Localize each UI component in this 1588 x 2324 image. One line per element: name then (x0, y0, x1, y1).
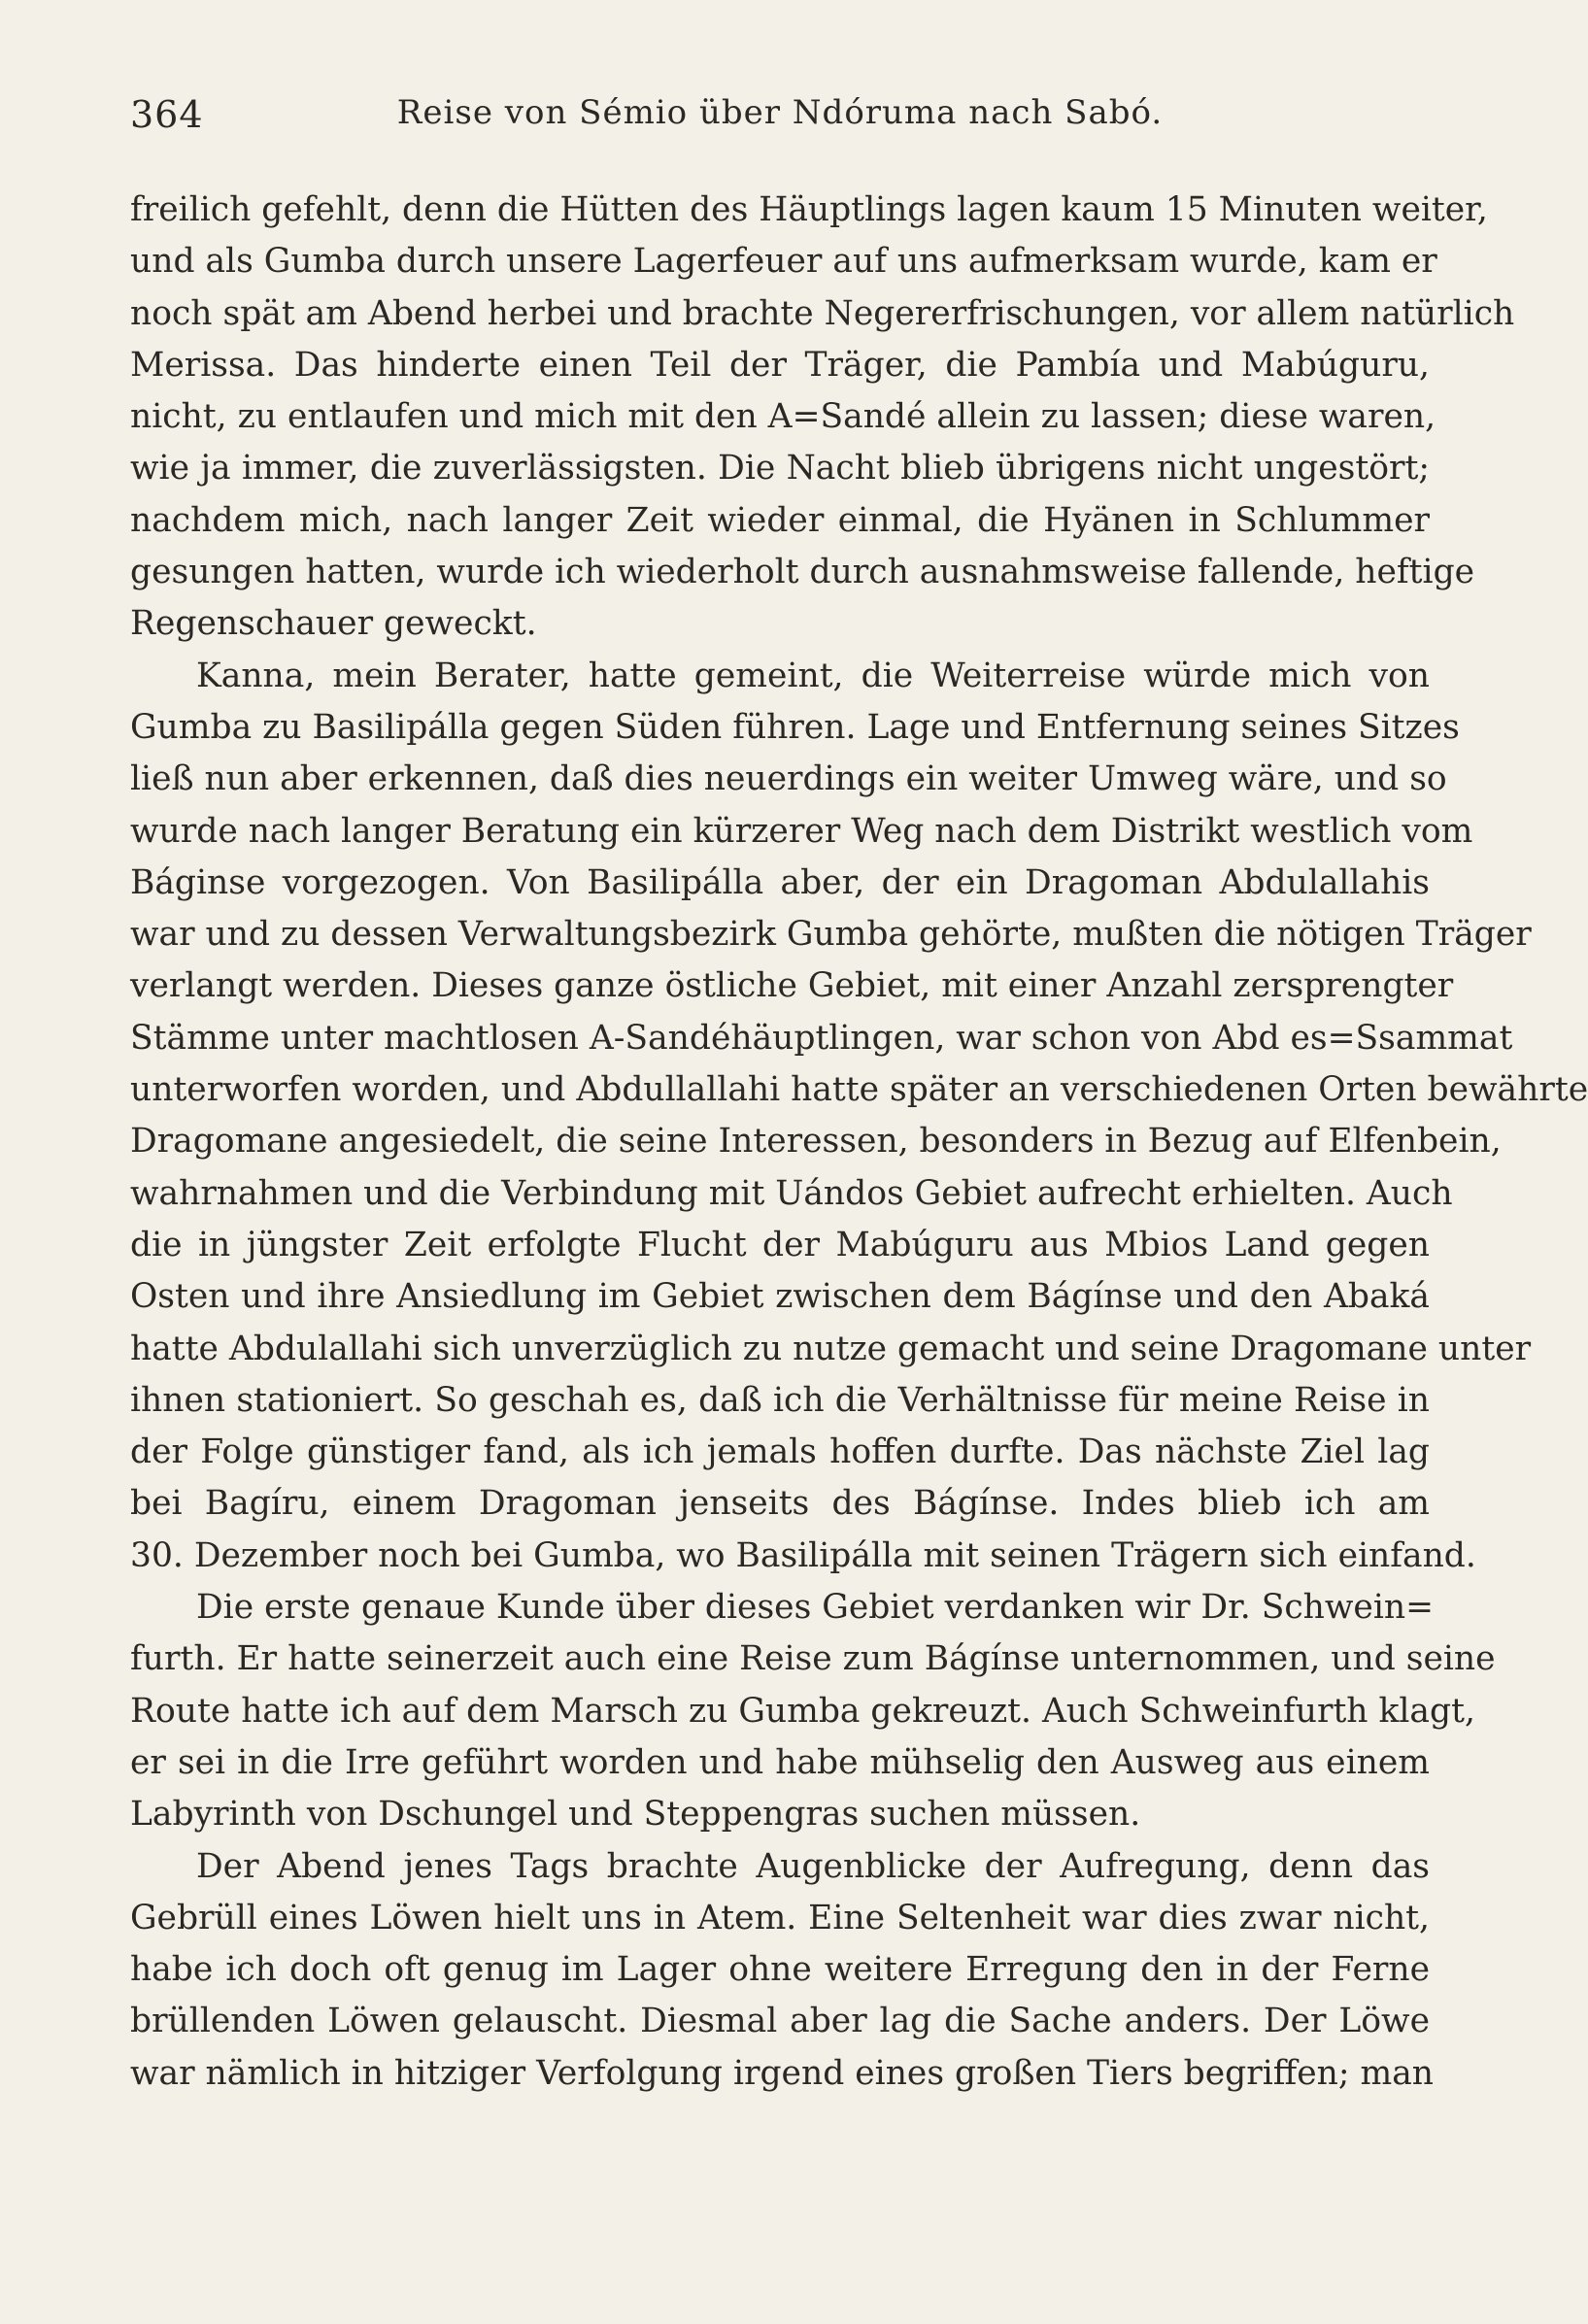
text-line: freilich gefehlt, denn die Hütten des Häuptlings lagen kaum 15 Minuten weiter, (130, 190, 1488, 229)
text-line: wahrnahmen und die Verbindung mit Uándos Gebiet aufrecht erhielten. Auch (130, 1173, 1453, 1213)
text-line: Labyrinth von Dschungel und Steppengras suchen müssen. (130, 1795, 1141, 1835)
text-line: verlangt werden. Dieses ganze östliche Gebiet, mit einer Anzahl zersprengter (130, 966, 1454, 1006)
text-line: war und zu dessen Verwaltungsbezirk Gumba gehörte, mußten die nötigen Träger (130, 915, 1532, 955)
text-line: hatte Abdulallahi sich unverzüglich zu nutze gemacht und seine Dragomane unter (130, 1329, 1532, 1368)
text-line: Route hatte ich auf dem Marsch zu Gumba gekreuzt. Auch Schweinfurth klagt, (130, 1691, 1475, 1731)
text-line: und als Gumba durch unsere Lagerfeuer auf uns aufmerksam wurde, kam er (130, 242, 1437, 282)
paragraph-start-line: Die erste genaue Kunde über dieses Gebiet verdanken wir Dr. Schwein= (196, 1588, 1434, 1628)
text-line: brüllenden Löwen gelauscht. Diesmal aber lag die Sache anders. Der Löwe (130, 2002, 1430, 2041)
text-line: noch spät am Abend herbei und brachte Negererfrischungen, vor allem natürlich (130, 293, 1515, 333)
text-line: ihnen stationiert. So geschah es, daß ich die Verhältnisse für meine Reise in (130, 1380, 1430, 1420)
text-line: Gumba zu Basilipálla gegen Süden führen. Lage und Entfernung seines Sitzes (130, 707, 1460, 747)
text-line: Dragomane angesiedelt, die seine Interessen, besonders in Bezug auf Elfenbein, (130, 1122, 1502, 1162)
paragraph-start-line: Kanna, mein Berater, hatte gemeint, die Weiterreise würde mich von (196, 656, 1430, 695)
text-line: wie ja immer, die zuverlässigsten. Die Nacht blieb übrigens nicht ungestört; (130, 449, 1430, 488)
text-line: 30. Dezember noch bei Gumba, wo Basilipálla mit seinen Trägern sich einfand. (130, 1535, 1476, 1575)
text-line: Stämme unter machtlosen A-Sandéhäuptlingen, war schon von Abd es=Ssammat (130, 1018, 1513, 1058)
text-line: nicht, zu entlaufen und mich mit den A=Sandé allein zu lassen; diese waren, (130, 397, 1436, 437)
text-line: er sei in die Irre geführt worden und habe mühselig den Ausweg aus einem (130, 1742, 1430, 1782)
page-header (130, 93, 1430, 152)
text-line: furth. Er hatte seinerzeit auch eine Reise zum Bágínse unternommen, und seine (130, 1639, 1496, 1679)
page-number: 364 (130, 93, 204, 136)
text-line: habe ich doch oft genug im Lager ohne weitere Erregung den in der Ferne (130, 1950, 1430, 1990)
text-line: unterworfen worden, und Abdullallahi hatte später an verschiedenen Orten bewährte (130, 1070, 1588, 1110)
text-line: wurde nach langer Beratung ein kürzerer Weg nach dem Distrikt westlich vom (130, 811, 1473, 851)
text-line: Merissa. Das hinderte einen Teil der Träger, die Pambía und Mabúguru, (130, 345, 1430, 385)
running-title: Reise von Sémio über Ndóruma nach Sabó. (396, 93, 1164, 132)
text-line: war nämlich in hitziger Verfolgung irgend eines großen Tiers begriffen; man (130, 2053, 1434, 2093)
text-line: der Folge günstiger fand, als ich jemals hoffen durfte. Das nächste Ziel lag (130, 1432, 1430, 1472)
text-line: Báginse vorgezogen. Von Basilipálla aber, der ein Dragoman Abdulallahis (130, 862, 1430, 902)
paragraph-start-line: Der Abend jenes Tags brachte Augenblicke der Aufregung, denn das (196, 1846, 1430, 1886)
text-line: Regenschauer geweckt. (130, 604, 537, 644)
body-text (130, 185, 1588, 2100)
text-line: bei Bagíru, einem Dragoman jenseits des Bágínse. Indes blieb ich am (130, 1484, 1430, 1524)
text-line: die in jüngster Zeit erfolgte Flucht der Mabúguru aus Mbios Land gegen (130, 1225, 1430, 1264)
text-line: Gebrüll eines Löwen hielt uns in Atem. Eine Seltenheit war dies zwar nicht, (130, 1898, 1430, 1937)
text-line: ließ nun aber erkennen, daß dies neuerdings ein weiter Umweg wäre, und so (130, 759, 1447, 799)
text-line: gesungen hatten, wurde ich wiederholt durch ausnahmsweise fallende, heftige (130, 553, 1475, 592)
text-line: nachdem mich, nach langer Zeit wieder einmal, die Hyänen in Schlummer (130, 500, 1430, 540)
text-line: Osten und ihre Ansiedlung im Gebiet zwischen dem Bágínse und den Abaká (130, 1277, 1430, 1317)
